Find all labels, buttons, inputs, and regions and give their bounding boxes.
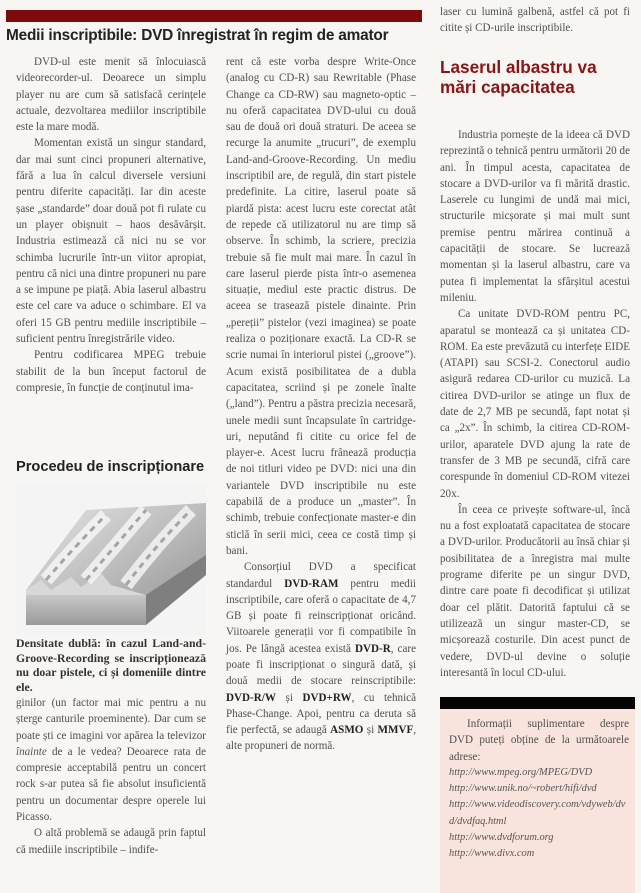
section-heading: Laserul albastru va mări capacitatea bbox=[440, 57, 597, 97]
column-1-continued bbox=[16, 695, 206, 858]
paragraph: O altă problemă se adaugă prin faptul că mediile inscriptibile – indife- bbox=[16, 827, 206, 856]
paragraph: rent că este vorba despre Write-Once (analog cu CD-R) sau Rewritable (Phase Change ca CD-RW) sau magneto-optic – nu oferă capacitatea DVD-ului cu două sau de două ori două straturi. De aceea se recurge la anumite „trucuri”, de exemplu Land-and-Groove-Recording. Un mediu inscriptibil are, de regulă, din start pistele predefinite. La citire, laserul poate să piardă pista: acest lucru este corectat atât de repede că utilizatorul nu are timp să observe. În schimb, la scriere, precizia trebuie să fie mult mai mare. În cazul în care laserul pierde pista într-o asemenea situație, mediul este practic distrus. De aceea se trasează pistele dinainte. Prin „pereții” pistelor (vezi imaginea) se poate realiza o poziționare exactă. La CD-R se scrie numai în interiorul pistei („groove”). Acum există posibilitatea de a dubla capacitatea, scriind și pe zonele înalte („land”). Pentru a păstra precizia necesară, unele medii sunt încapsulate în cartridge-uri, neputând fi citite cu orice fel de player-e. Acest lucru frânează producția de noi titluri video pe DVD: nici una din variantele DVD inscriptibile nu este capabilă de a produce un „master”. În schimb, trebuie confecționate master-e din sticlă în serii mici, ceea ce costă timp și bani. bbox=[226, 56, 416, 557]
column-1 bbox=[16, 54, 206, 396]
paragraph: Ca unitate DVD-ROM pentru PC, aparatul se montează ca și unitatea CD-ROM. Ea este prevăzută cu interfețe EIDE (ATAPI) sau SCSI-2. Conectorul audio asigură redarea CD-urilor cu muzică. La citirea DVD-urilor se atinge un flux de date de 2,7 MB pe secundă, fapt notat și ca „2x”. În schimb, la citirea CD-ROM-urilor, aparatele DVD ajung la rate de transfer de 3 MB pe secundă, cifră care corespunde în domeniul CD-ROM vitezei 20x. bbox=[440, 308, 630, 500]
infobox-content bbox=[449, 716, 629, 863]
text-run: , care poate fi inscripționat o singură dată, și două medii de stocare reinscriptibile: bbox=[226, 642, 417, 688]
groove-surface-image bbox=[16, 485, 206, 635]
column-2 bbox=[226, 54, 416, 755]
paragraph bbox=[16, 695, 206, 825]
column-3-top bbox=[440, 4, 630, 37]
text-run: pentru medii inscriptibile, care oferă o capacitate de 4,7 GB și poate fi reinscripționat oricând. Viitoarele generații vor fi compatibile în jos. Pe lângă acestea există bbox=[226, 577, 416, 655]
text-run: , alte propuneri de normă. bbox=[226, 724, 417, 753]
url-link[interactable]: http://www.divx.com bbox=[449, 848, 535, 860]
bold-term: DVD+RW bbox=[302, 691, 352, 704]
text-run: Consorțiul DVD a specificat standardul bbox=[226, 561, 416, 590]
column-3 bbox=[440, 127, 630, 681]
text-run: de a le vedea? Deoarece rata de compresie acceptabilă pentru un concert rock s-ar putea să fie absolut insuficientă pentru un documentar despre operele lui Picasso. bbox=[16, 745, 206, 824]
article-title: Medii inscriptibile: DVD înregistrat în regim de amator bbox=[6, 27, 389, 44]
bold-term: ASMO bbox=[330, 724, 364, 737]
italic-text: înainte bbox=[16, 745, 47, 758]
title-accent-bar bbox=[6, 10, 422, 22]
text-run: , cu tehnică Phase-Change. Apoi, pentru ca deruta să fie perfectă, se adaugă bbox=[226, 691, 416, 737]
url-link[interactable]: http://www.mpeg.org/MPEG/DVD bbox=[449, 766, 593, 778]
bold-term: DVD-R/W bbox=[226, 691, 276, 704]
url-link[interactable]: http://www.dvdforum.org bbox=[449, 832, 554, 844]
paragraph: Momentan există un singur standard, dar mai sunt cinci propuneri alternative, fără a lua în calcul diversele versiuni pentru diferite capacități. Iar din aceste șase „standarde” doar două pot fi rulate cu un player obișnuit – haos desăvârșit. Industria estimează că nici nu se vor schimba lucrurile într-un viitor apropiat, pentru că nici una dintre propuneri nu pare a se impune pe piață. Abia laserul albastru este cel care va aduce o schimbare. El va oferi 15 GB pentru mediile inscriptibile – suficient pentru înregistrările video. bbox=[16, 137, 206, 346]
bold-term: DVD-R bbox=[354, 642, 391, 655]
text-run: și bbox=[275, 691, 303, 704]
paragraph: laser cu lumină galbenă, astfel că pot fi citite și CD-urile inscriptibile. bbox=[440, 6, 630, 35]
bold-term: DVD-RAM bbox=[284, 577, 339, 590]
text-run: și bbox=[363, 724, 378, 737]
paragraph: În ceea ce privește software-ul, încă nu a fost exploatată capacitatea de stocare a DVD-urilor. Producătorii au însă chiar și posibilitatea de a înregistra mai multe programe diferite pe un singur DVD, dintre care poate fi decodificat și utilizat doar cel plătit. Datorită faptului că se utilizează un singur master-CD, se micșorează costurile. Din acest punct de vedere, DVD-ul devine o soluție interesantă în locul CD-ului. bbox=[440, 503, 630, 679]
paragraph: DVD-ul este menit să înlocuiască videorecorder-ul. Deoarece un simplu player nu are cum să satisfacă cerințele actuale, dezvoltarea mediilor inscriptibile este la mare modă. bbox=[16, 56, 206, 134]
url-link[interactable]: http://www.unik.no/~robert/hifi/dvd bbox=[449, 783, 597, 795]
paragraph: Industria pornește de la ideea că DVD reprezintă o tehnică pentru următorii 20 de ani. În timpul acesta, capacitatea de stocare a DVD-urilor va fi mărită drastic. Laserele cu lungimi de undă mai mici, structurile micșorate și mai mult sunt premise pentru mărirea continuă a capacității de stocare. Se lucrează momentan și la laserul albastru, care va putea fi implementat la sfârșitul acestui mileniu. bbox=[440, 129, 630, 304]
paragraph: Pentru codificarea MPEG trebuie stabilit de la bun început factorul de compresie, în funcție de conținutul ima- bbox=[16, 349, 206, 394]
text-run: ginilor (un factor mai mic pentru a nu șterge canturile proeminente). Dar cum se poate ști ce imagini vor apărea la televizor bbox=[16, 697, 206, 742]
infobox-intro: Informații suplimentare despre DVD puteți obține de la următoarele adrese: bbox=[449, 718, 629, 763]
figure-caption: Densitate dublă: în cazul Land-and-Groove-Recording se inscripționează nu doar pistele, ci și domeniile dintre ele. bbox=[16, 636, 206, 694]
paragraph bbox=[226, 559, 416, 755]
infobox-header-bar bbox=[440, 697, 635, 709]
bold-term: MMVF bbox=[377, 724, 414, 737]
url-link[interactable]: http://www.videodiscovery.com/vdyweb/dvd/dvdfaq.html bbox=[449, 799, 626, 827]
land-groove-illustration bbox=[16, 485, 206, 635]
sidebar-heading: Procedeu de inscripționare bbox=[16, 459, 205, 475]
